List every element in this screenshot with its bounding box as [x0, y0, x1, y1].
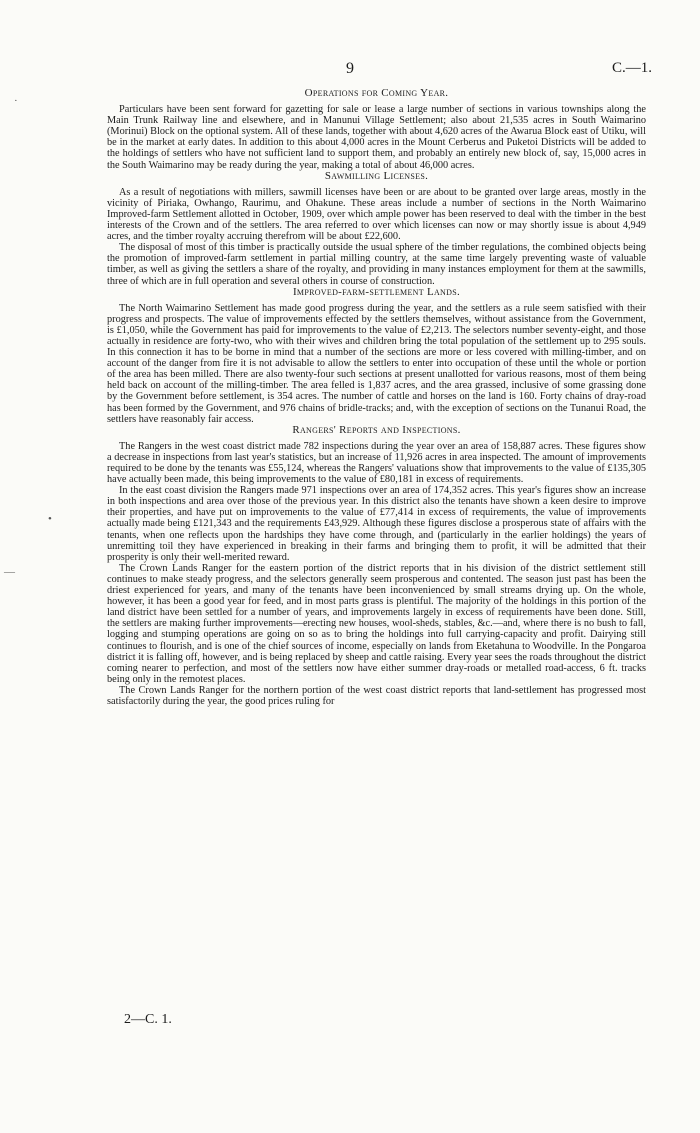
page-number: 9: [346, 60, 354, 77]
section-heading: Rangers' Reports and Inspections.: [292, 423, 461, 436]
paragraph: The Rangers in the west coast district made 782 inspections during the year over an area of 158,887 acres. These figures show a decrease in inspections from last year's statistics, but an increase of 11,926 acres in area inspected. The amount of improvements required to be done by the tenants was £55,124, whereas the Rangers' valuations show that improvements to the value of £135,305 have actually been made, this being improvements to the value of £80,181 in excess of requirements.: [107, 440, 646, 486]
document-body: [107, 88, 646, 707]
margin-mark: —: [4, 566, 15, 578]
paragraph: The Crown Lands Ranger for the eastern portion of the district reports that in his division of the district settlement still continues to make steady progress, and the selectors generally seem prosperous and contented. The season just past has been the driest experienced for years, and many of the tenants have been inconvenienced by small streams drying up. On the whole, however, it has been a good year for feed, and in most parts grass is plentiful. The majority of the holdings in this portion of the land district have been settled for a number of years, and improvements largely in excess of requirements have been done. Still, the settlers are making further improvements—erecting new houses, wool-sheds, stables, &c.—and, where there is no bush to fall, logging and stumping operations are going on so as to bring the holdings into full carrying-capacity and profit. Dairying still continues to flourish, and is one of the chief sources of income, especially on lands from Eketahuna to Woodville. In the Pongaroa district it is falling off, however, and is being replaced by sheep and cattle raising. Every year sees the roads throughout the district coming nearer to perfection, and most of the settlers now have either summer dray-roads or metalled road-access, 6 ft. tracks being only in the remotest places.: [107, 562, 646, 685]
margin-mark: •: [48, 513, 52, 525]
section-operations: [107, 88, 646, 171]
section-heading: Improved-farm-settlement Lands.: [292, 285, 461, 298]
section-rangers-reports: [107, 425, 646, 707]
section-heading: Sawmilling Licenses.: [324, 169, 429, 182]
paragraph: Particulars have been sent forward for gazetting for sale or lease a large number of sections in various townships along the Main Trunk Railway line and elsewhere, and in Manunui Village Settlement; also about 21,535 acres in South Waimarino (Morinui) Block on the optional system. All of these lands, together with about 4,620 acres of the Awarua Block east of Utiku, will be in the market at early dates. In addition to this about 4,000 acres in the Mount Cerberus and Puketoi Districts will be added to the holdings of settlers who have not sufficient land to support them, and probably an entirely new block of, say, 15,000 acres in the South Waimarino may be ready during the year, making a total of about 46,000 acres.: [107, 104, 646, 171]
section-heading: Operations for Coming Year.: [304, 87, 449, 99]
signature-reference: 2—C. 1.: [124, 1012, 172, 1027]
section-sawmilling: [107, 171, 646, 287]
paragraph: In the east coast division the Rangers made 971 inspections over an area of 174,352 acres. This year's figures show an increase in both inspections and area over those of the previous year. In this district also the tenants have shown a keen desire to improve their properties, and have put on improvements to the value of £77,414 in excess of requirements, the value of improvements actually made being £121,343 and the requirements £43,929. Although these figures disclose a prosperous state of affairs with the tenants, when one reflects upon the hardships they have come through, and (particularly in the earlier holdings) the years of unremitting toil they have experienced in breaking in their farms and bringing them to profit, it will be admitted that their prosperity is only their well-merited reward.: [107, 485, 646, 563]
paragraph: The North Waimarino Settlement has made good progress during the year, and the settlers as a rule seem satisfied with their progress and prospects. The value of improvements effected by the settlers themselves, without assistance from the Government, is £1,050, while the Government has paid for improvements to the value of £2,213. The selectors number seventy-eight, and those actually in residence are forty-two, who with their wives and children bring the total population of the settlement up to 295 souls. In this connection it has to be borne in mind that a number of the sections are more or less covered with milling-timber, and on account of the danger from fire it is not advisable to allow the settlers to enter into occupation of these until the whole or portion of the area has been milled. There are also twenty-four such sections at present unallotted for various reasons, most of them being held back on account of the milling-timber. The area felled is 1,837 acres, and the area grassed, inclusive of some grassing done by the Government before settlement, is 354 acres. The number of cattle and horses on the land is 160. Forty chains of dray-road has been formed by the Government, and 976 chains of bridle-tracks; and, with the exception of sections on the Tunanui Road, the settlers have reasonably fair access.: [107, 302, 646, 425]
section-improved-farm: [107, 287, 646, 425]
margin-mark: ·: [14, 95, 18, 107]
paragraph: The Crown Lands Ranger for the northern portion of the west coast district reports that land-settlement has progressed most satisfactorily during the year, the good prices ruling for: [107, 684, 646, 707]
paragraph: The disposal of most of this timber is practically outside the usual sphere of the timber regulations, the combined objects being the promotion of improved-farm settlement in partial milling country, at the same time largely preventing waste of valuable timber, as well as giving the settlers a share of the royalty, and providing in many instances employment for them at the sawmills, three of which are in full operation and several others in course of construction.: [107, 242, 646, 287]
document-reference: C.—1.: [612, 60, 653, 76]
paragraph: As a result of negotiations with millers, sawmill licenses have been or are about to be granted over large areas, mostly in the vicinity of Piriaka, Owhango, Raurimu, and Ohakune. These areas include a number of sections in the North Waimarino Improved-farm Settlement allotted in October, 1909, over which ample power has been reserved to deal with the timber in the best interests of the Crown and of the settlers. The area referred to over which licenses can now or may shortly issue is about 4,949 acres, and the timber royalty accruing therefrom will be about £22,600.: [107, 186, 646, 243]
